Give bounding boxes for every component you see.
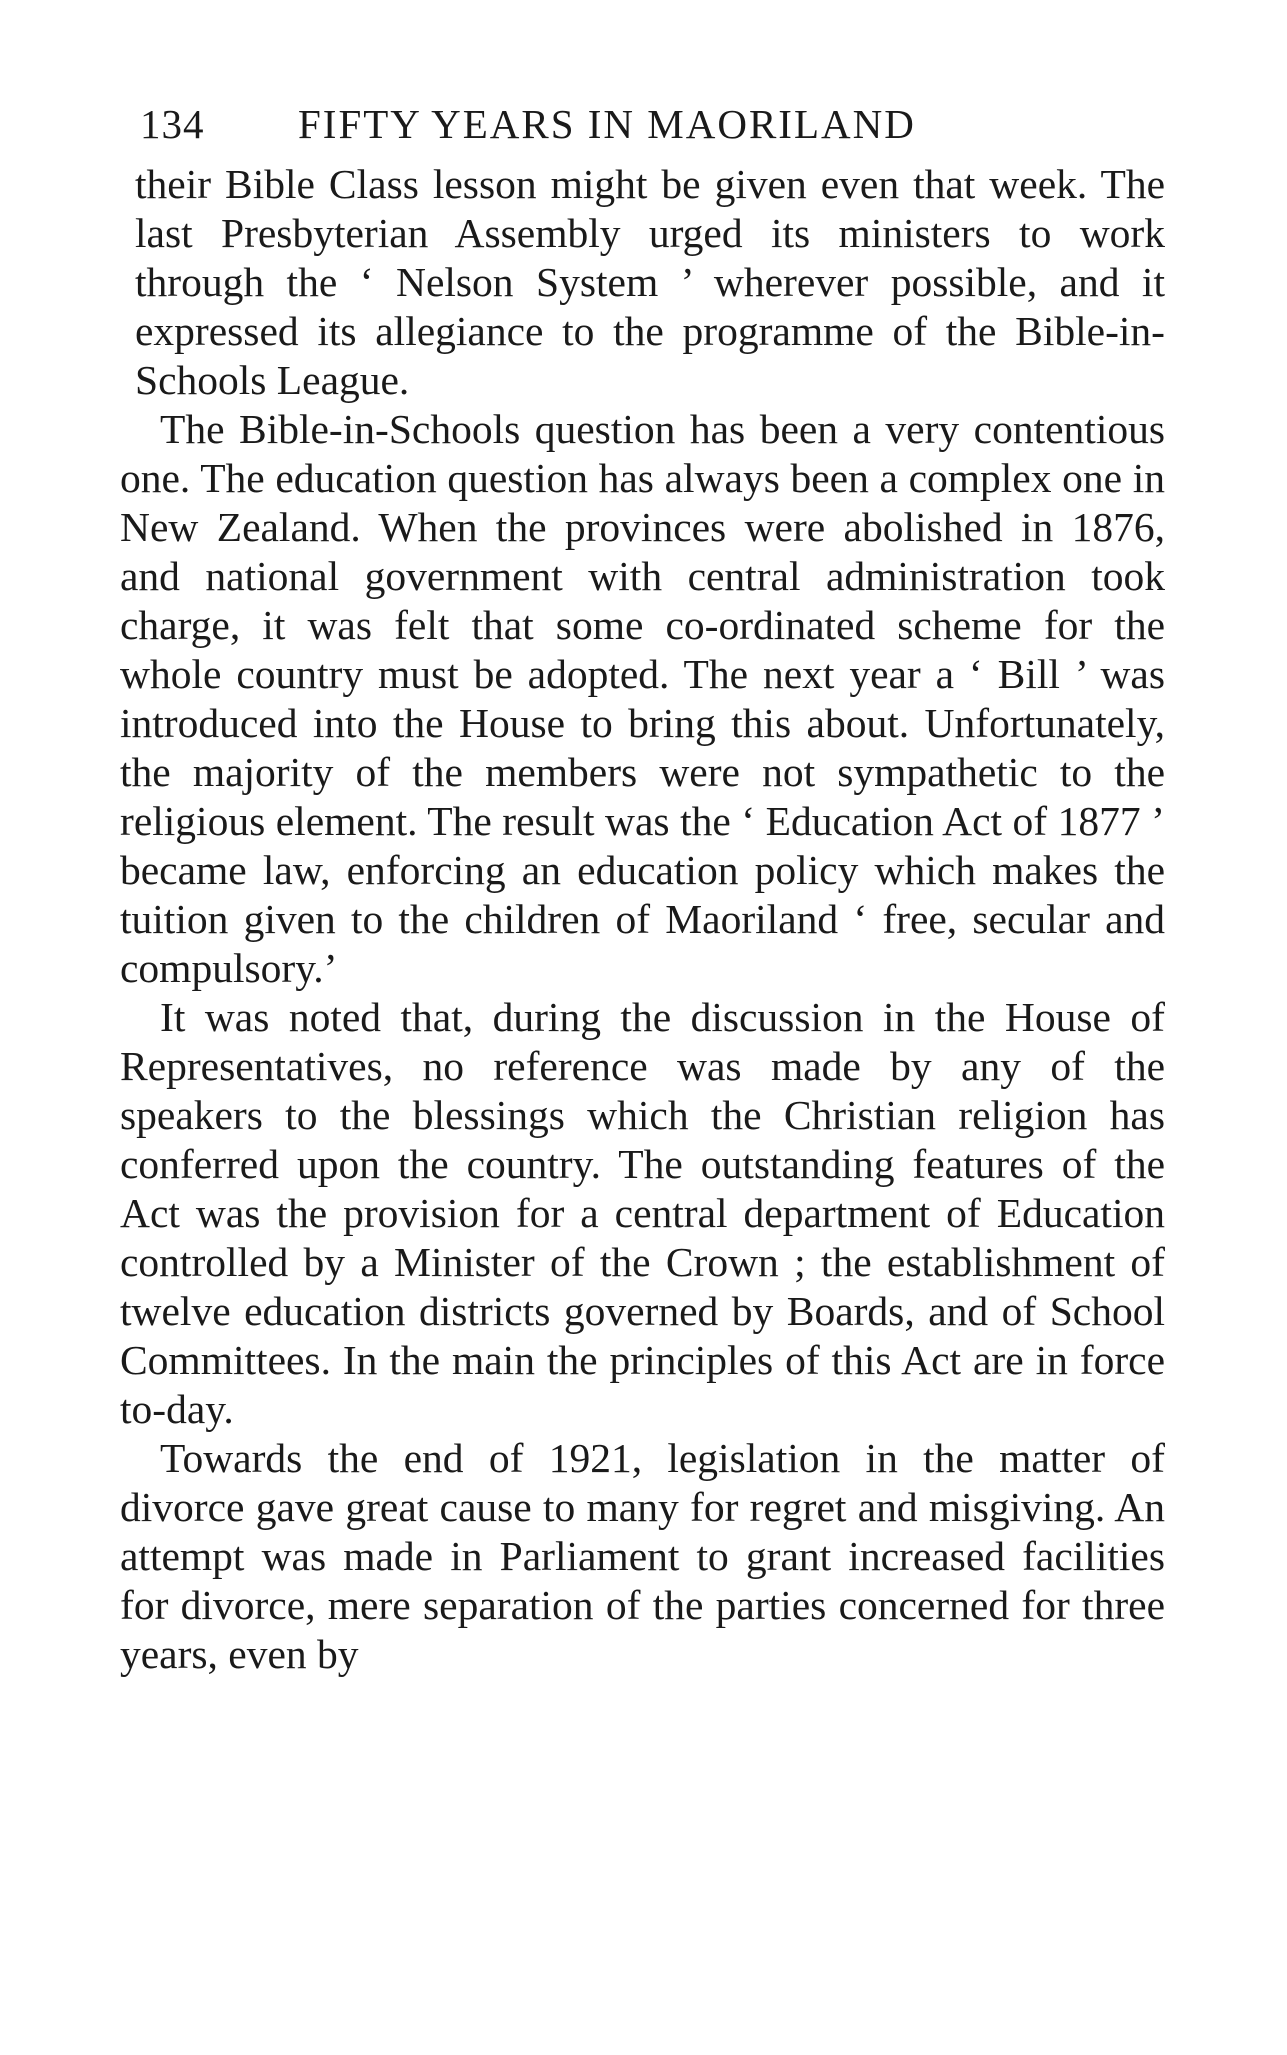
body-text [120,160,1165,1679]
running-head [120,100,1165,160]
paragraph-2: The Bible-in-Schools question has been a very contentious one. The education question has always been a complex one in New Zealand. When the provinces were abolished in 1876, and national government with central administration took charge, it was felt that some co-ordinated scheme for the whole country must be adopted. The next year a ‘ Bill ’ was introduced into the House to bring this about. Unfortunately, the majority of the members were not sympathetic to the religious element. The result was the ‘ Education Act of 1877 ’ became law, enforcing an education policy which makes the tuition given to the children of Maoriland ‘ free, secular and compulsory.’ [120,406,1165,991]
book-page [120,100,1165,1679]
page-number: 134 [140,101,205,147]
paragraph-1: their Bible Class lesson might be given even that week. The last Presbyterian Assembly urged its ministers to work through the ‘ Nelson System ’ wherever possible, and it expressed its allegiance to the programme of the Bible-in-Schools League. [135,161,1165,403]
paragraph-4: Towards the end of 1921, legislation in the matter of divorce gave great cause to many for regret and misgiving. An attempt was made in Parliament to grant increased facilities for divorce, mere separation of the parties concerned for three years, even by [120,1435,1165,1677]
running-title: FIFTY YEARS IN MAORILAND [298,101,916,147]
paragraph-3: It was noted that, during the discussion in the House of Representatives, no reference was made by any of the speakers to the blessings which the Christian religion has conferred upon the country. The outstanding features of the Act was the provision for a central department of Education controlled by a Minister of the Crown ; the establishment of twelve education districts governed by Boards, and of School Committees. In the main the principles of this Act are in force to-day. [120,994,1165,1432]
